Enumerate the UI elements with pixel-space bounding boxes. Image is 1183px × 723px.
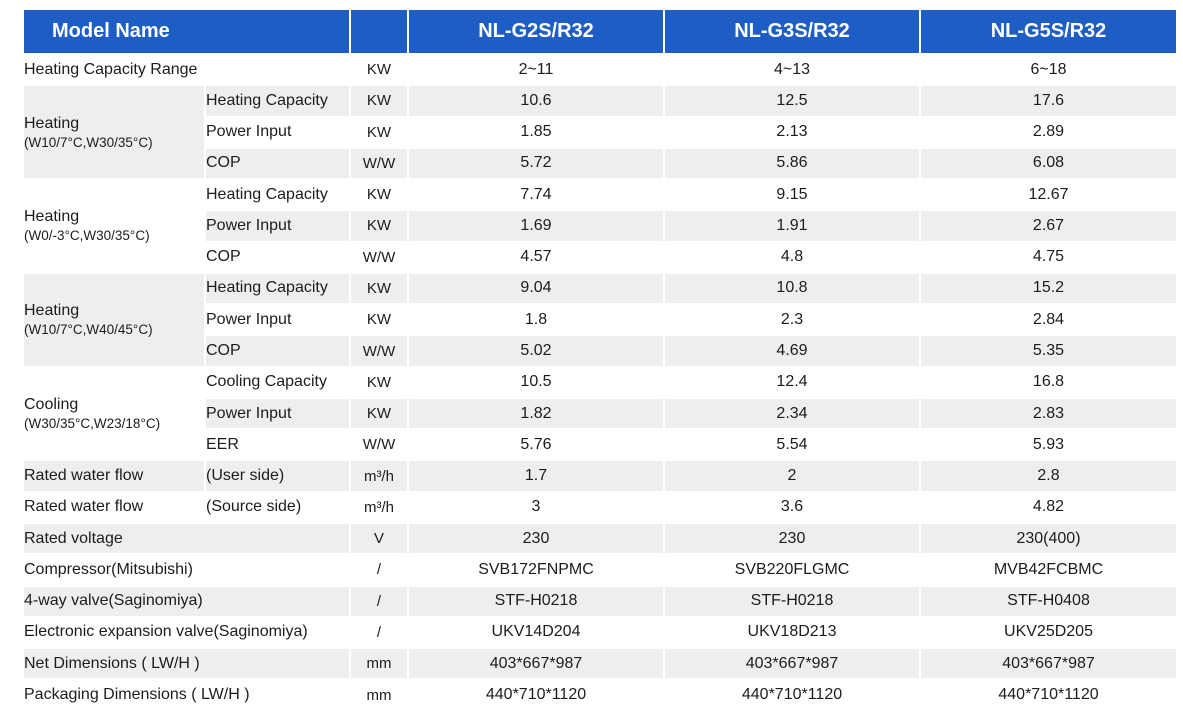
- unit-cell: KW: [350, 304, 408, 335]
- value-model-1: 10.5: [408, 367, 664, 398]
- unit-cell: V: [350, 523, 408, 554]
- value-model-2: 1.91: [664, 210, 920, 241]
- value-model-2: 2.3: [664, 304, 920, 335]
- unit-cell: KW: [350, 117, 408, 148]
- value-model-3: STF-H0408: [920, 586, 1176, 617]
- model-header-1: NL-G2S/R32: [408, 10, 664, 54]
- sub-label: (Source side): [205, 492, 350, 523]
- value-model-3: 440*710*1120: [920, 679, 1176, 710]
- value-model-3: 15.2: [920, 273, 1176, 304]
- value-model-1: 1.85: [408, 117, 664, 148]
- unit-cell: KW: [350, 210, 408, 241]
- value-model-1: 7.74: [408, 179, 664, 210]
- value-model-3: 230(400): [920, 523, 1176, 554]
- value-model-1: 230: [408, 523, 664, 554]
- water-flow-user-row: [24, 460, 1176, 491]
- unit-cell: W/W: [350, 242, 408, 273]
- value-model-3: 12.67: [920, 179, 1176, 210]
- group-condition: (W10/7°C,W40/45°C): [24, 322, 153, 338]
- sub-label: COP: [205, 242, 350, 273]
- value-model-2: 403*667*987: [664, 648, 920, 679]
- unit-cell: m³/h: [350, 460, 408, 491]
- value-model-1: 403*667*987: [408, 648, 664, 679]
- value-model-2: 10.8: [664, 273, 920, 304]
- value-model-3: 2.84: [920, 304, 1176, 335]
- sub-label: (User side): [205, 460, 350, 491]
- value-model-1: 440*710*1120: [408, 679, 664, 710]
- unit-cell: KW: [350, 54, 408, 85]
- unit-cell: W/W: [350, 429, 408, 460]
- sub-label: Power Input: [205, 304, 350, 335]
- value-model-3: 2.89: [920, 117, 1176, 148]
- value-model-1: 1.8: [408, 304, 664, 335]
- spec-row: [24, 179, 1176, 210]
- unit-cell: /: [350, 617, 408, 648]
- row-label: Rated water flow: [24, 492, 205, 523]
- group-title: Heating: [24, 208, 80, 226]
- compressor-row: [24, 554, 1176, 585]
- value-model-3: 17.6: [920, 85, 1176, 116]
- unit-cell: W/W: [350, 148, 408, 179]
- value-model-3: 5.93: [920, 429, 1176, 460]
- value-model-1: 5.76: [408, 429, 664, 460]
- model-header-2: NL-G3S/R32: [664, 10, 920, 54]
- water-flow-source-row: [24, 492, 1176, 523]
- unit-cell: mm: [350, 648, 408, 679]
- unit-cell: /: [350, 554, 408, 585]
- value-model-1: 5.72: [408, 148, 664, 179]
- spec-row: [24, 85, 1176, 116]
- row-label: Compressor(Mitsubishi): [24, 554, 350, 585]
- group-label: [24, 179, 205, 273]
- value-model-3: 4.75: [920, 242, 1176, 273]
- value-model-1: 4.57: [408, 242, 664, 273]
- value-model-2: 5.86: [664, 148, 920, 179]
- value-model-1: 5.02: [408, 335, 664, 366]
- value-model-3: 2.8: [920, 460, 1176, 491]
- model-header-3: NL-G5S/R32: [920, 10, 1176, 54]
- group-label: [24, 367, 205, 461]
- value-model-1: 10.6: [408, 85, 664, 116]
- unit-cell: /: [350, 586, 408, 617]
- value-model-1: 3: [408, 492, 664, 523]
- row-label: Rated voltage: [24, 523, 350, 554]
- value-model-1: 9.04: [408, 273, 664, 304]
- sub-label: Cooling Capacity: [205, 367, 350, 398]
- unit-column-header: [350, 10, 408, 54]
- value-model-3: 4.82: [920, 492, 1176, 523]
- model-name-header: Model Name: [24, 10, 350, 54]
- value-model-3: 403*667*987: [920, 648, 1176, 679]
- value-model-2: 12.4: [664, 367, 920, 398]
- value-model-2: 9.15: [664, 179, 920, 210]
- expansion-valve-row: [24, 617, 1176, 648]
- group-label: [24, 273, 205, 367]
- value-model-2: UKV18D213: [664, 617, 920, 648]
- value-model-2: 5.54: [664, 429, 920, 460]
- spec-table: [24, 10, 1176, 711]
- value-model-2: 2.34: [664, 398, 920, 429]
- unit-cell: KW: [350, 398, 408, 429]
- value-model-2: STF-H0218: [664, 586, 920, 617]
- row-label: Rated water flow: [24, 460, 205, 491]
- group-title: Heating: [24, 302, 80, 320]
- group-title: Heating: [24, 114, 80, 132]
- sub-label: EER: [205, 429, 350, 460]
- value-model-1: SVB172FNPMC: [408, 554, 664, 585]
- sub-label: Power Input: [205, 210, 350, 241]
- value-model-2: 4.8: [664, 242, 920, 273]
- value-model-3: 6~18: [920, 54, 1176, 85]
- unit-cell: m³/h: [350, 492, 408, 523]
- value-model-2: 4~13: [664, 54, 920, 85]
- row-label: Packaging Dimensions ( LW/H ): [24, 679, 350, 710]
- value-model-3: MVB42FCBMC: [920, 554, 1176, 585]
- group-title: Cooling: [24, 396, 79, 414]
- unit-cell: KW: [350, 85, 408, 116]
- row-label: Heating Capacity Range: [24, 54, 350, 85]
- sub-label: Heating Capacity: [205, 85, 350, 116]
- group-condition: (W10/7°C,W30/35°C): [24, 134, 153, 150]
- row-label: Electronic expansion valve(Saginomiya): [24, 617, 350, 648]
- value-model-2: 4.69: [664, 335, 920, 366]
- value-model-1: 2~11: [408, 54, 664, 85]
- sub-label: Heating Capacity: [205, 179, 350, 210]
- value-model-3: 6.08: [920, 148, 1176, 179]
- net-dimensions-row: [24, 648, 1176, 679]
- value-model-2: 440*710*1120: [664, 679, 920, 710]
- sub-label: COP: [205, 335, 350, 366]
- value-model-1: STF-H0218: [408, 586, 664, 617]
- sub-label: Heating Capacity: [205, 273, 350, 304]
- rated-voltage-row: [24, 523, 1176, 554]
- unit-cell: KW: [350, 367, 408, 398]
- row-label: 4-way valve(Saginomiya): [24, 586, 350, 617]
- value-model-2: 2: [664, 460, 920, 491]
- value-model-3: 16.8: [920, 367, 1176, 398]
- spec-row: [24, 367, 1176, 398]
- header-row: [24, 10, 1176, 54]
- spec-row: [24, 273, 1176, 304]
- unit-cell: W/W: [350, 335, 408, 366]
- sub-label: Power Input: [205, 117, 350, 148]
- sub-label: Power Input: [205, 398, 350, 429]
- unit-cell: mm: [350, 679, 408, 710]
- group-label: [24, 85, 205, 179]
- value-model-1: UKV14D204: [408, 617, 664, 648]
- value-model-2: SVB220FLGMC: [664, 554, 920, 585]
- packaging-dimensions-row: [24, 679, 1176, 710]
- row-label: Net Dimensions ( LW/H ): [24, 648, 350, 679]
- value-model-2: 230: [664, 523, 920, 554]
- value-model-2: 12.5: [664, 85, 920, 116]
- value-model-3: UKV25D205: [920, 617, 1176, 648]
- group-condition: (W30/35°C,W23/18°C): [24, 416, 161, 432]
- value-model-2: 2.13: [664, 117, 920, 148]
- sub-label: COP: [205, 148, 350, 179]
- value-model-3: 2.83: [920, 398, 1176, 429]
- value-model-3: 2.67: [920, 210, 1176, 241]
- value-model-2: 3.6: [664, 492, 920, 523]
- group-condition: (W0/-3°C,W30/35°C): [24, 228, 150, 244]
- value-model-1: 1.82: [408, 398, 664, 429]
- value-model-1: 1.7: [408, 460, 664, 491]
- capacity-range-row: [24, 54, 1176, 85]
- value-model-3: 5.35: [920, 335, 1176, 366]
- unit-cell: KW: [350, 179, 408, 210]
- value-model-1: 1.69: [408, 210, 664, 241]
- unit-cell: KW: [350, 273, 408, 304]
- four-way-valve-row: [24, 586, 1176, 617]
